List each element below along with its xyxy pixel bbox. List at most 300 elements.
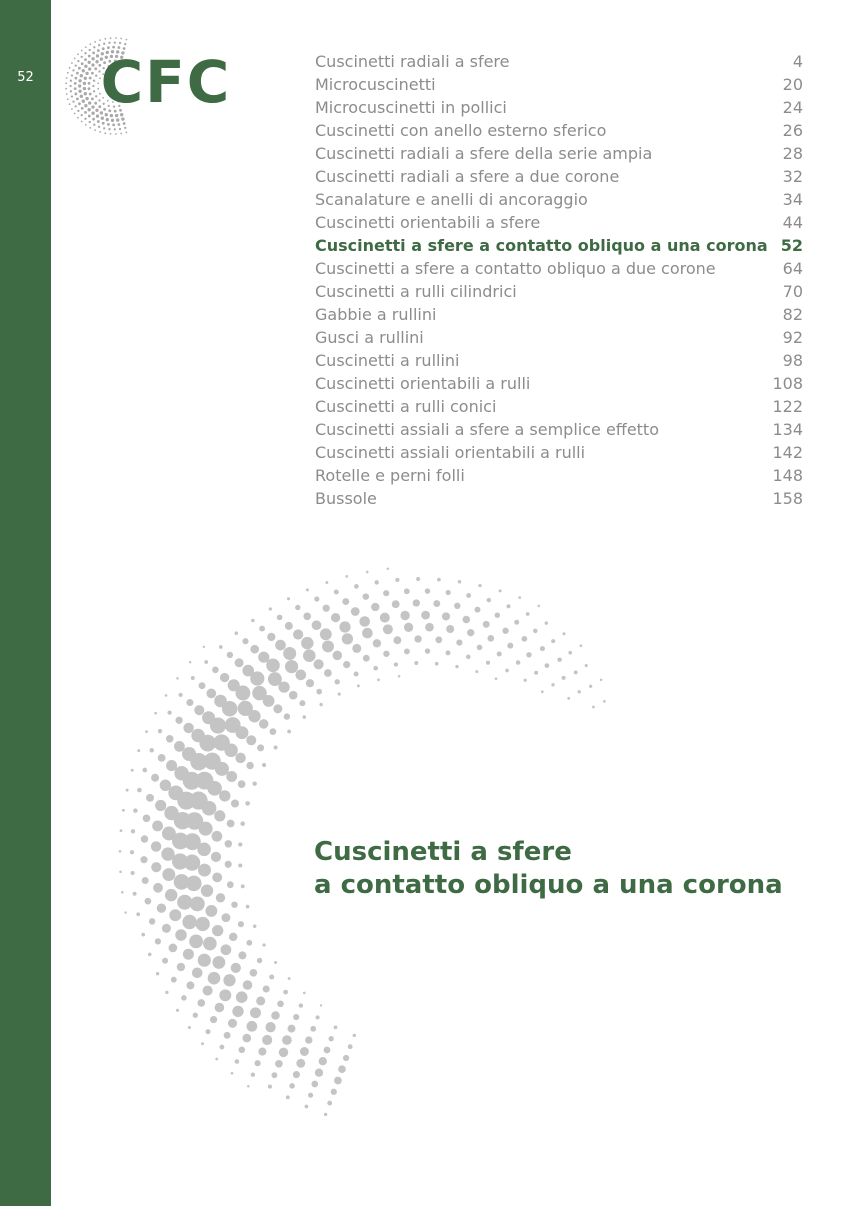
toc-title: Cuscinetti a rulli cilindrici: [315, 282, 517, 301]
decor-dot: [228, 679, 240, 691]
toc-title: Microcuscinetti in pollici: [315, 98, 507, 117]
decor-dot: [242, 665, 254, 677]
decor-dot: [269, 974, 274, 979]
decor-dot: [174, 874, 190, 890]
toc-title: Cuscinetti a rulli conici: [315, 397, 497, 416]
decor-dot: [231, 901, 237, 907]
decor-dot: [274, 961, 277, 964]
decor-dot: [192, 968, 203, 979]
decor-dot: [325, 581, 328, 584]
decor-dot: [197, 999, 205, 1007]
decor-dot: [228, 1019, 237, 1028]
decor-dot: [287, 597, 290, 600]
decor-dot: [343, 661, 350, 668]
decor-dot: [119, 870, 122, 873]
decor-dot: [167, 710, 171, 714]
decor-dot: [158, 729, 162, 733]
decor-dot: [220, 673, 229, 682]
decor-dot: [162, 827, 176, 841]
decor-dot: [212, 872, 222, 882]
decor-dot: [299, 1003, 303, 1007]
decor-dot: [245, 801, 250, 806]
decor-dot: [188, 1026, 191, 1029]
decor-dot: [168, 785, 183, 800]
decor-dot: [343, 1055, 349, 1061]
decor-dot: [169, 909, 181, 921]
decor-dot: [393, 636, 401, 644]
decor-dot: [271, 1011, 280, 1020]
decor-dot: [193, 1013, 198, 1018]
decor-dot: [198, 864, 211, 877]
decor-dot: [475, 670, 478, 673]
decor-dot: [205, 905, 217, 917]
toc-page-number: 26: [782, 121, 803, 140]
decor-dot: [174, 741, 185, 752]
decor-dot: [314, 596, 319, 601]
decor-dot: [227, 652, 233, 658]
toc-title: Scanalature e anelli di ancoraggio: [315, 190, 588, 209]
decor-dot: [130, 850, 134, 854]
decor-dot: [196, 917, 210, 931]
decor-dot: [514, 620, 519, 625]
decor-dot: [141, 835, 148, 842]
decor-dot: [354, 584, 359, 589]
decor-dot: [275, 640, 286, 651]
decor-dot: [478, 584, 481, 587]
toc-title: Bussole: [315, 489, 377, 508]
decor-dot: [235, 1059, 240, 1064]
decor-dot: [201, 884, 213, 896]
decor-dot: [502, 628, 508, 634]
decor-dot: [235, 658, 244, 667]
decor-dot: [250, 1007, 261, 1018]
decor-dot: [366, 571, 369, 574]
decor-dot: [567, 697, 570, 700]
decor-dot: [203, 937, 217, 951]
decor-dot: [191, 676, 195, 680]
section-title-line-1: Cuscinetti a sfere: [314, 837, 572, 867]
decor-dot: [589, 685, 592, 688]
decor-dot: [456, 639, 462, 645]
decor-dot: [495, 612, 500, 617]
decor-dot: [153, 883, 163, 893]
decor-dot: [259, 719, 269, 729]
decor-dot: [277, 615, 283, 621]
decor-dot: [383, 590, 389, 596]
decor-dot: [353, 1034, 356, 1037]
decor-dot: [373, 666, 378, 671]
decor-dot: [345, 575, 348, 578]
decor-dot: [455, 665, 458, 668]
decor-dot: [293, 1071, 300, 1078]
decor-dot: [404, 623, 413, 632]
decor-dot: [212, 925, 223, 936]
decor-dot: [446, 650, 451, 655]
decor-dot: [316, 689, 322, 695]
decor-dot: [306, 588, 309, 591]
decor-dot: [145, 730, 148, 733]
decor-dot: [308, 1093, 313, 1098]
decor-dot: [499, 589, 502, 592]
decor-dot: [373, 639, 381, 647]
toc-page-number: 64: [782, 259, 803, 278]
decor-dot: [124, 911, 126, 913]
decor-dot: [160, 780, 171, 791]
decor-dot: [262, 763, 266, 767]
decor-dot: [140, 856, 147, 863]
decor-dot: [312, 620, 322, 630]
decor-dot: [165, 889, 177, 901]
toc-title: Microcuscinetti: [315, 75, 436, 94]
toc-page-number: 82: [782, 305, 803, 324]
decor-dot: [398, 675, 401, 678]
decor-dot: [557, 657, 562, 662]
decor-dot: [238, 951, 246, 959]
decor-dot: [331, 613, 340, 622]
decor-dot: [219, 1045, 224, 1050]
decor-dot: [191, 729, 205, 743]
toc-title: Cuscinetti orientabili a sfere: [315, 213, 541, 232]
decor-dot: [146, 794, 154, 802]
decor-dot: [466, 655, 471, 660]
decor-dot: [259, 626, 265, 632]
decor-dot: [136, 912, 140, 916]
decor-dot: [562, 632, 565, 635]
decor-dot: [327, 1101, 332, 1106]
decor-dot: [210, 1016, 217, 1023]
decor-dot: [329, 1036, 334, 1041]
decor-dot: [295, 605, 300, 610]
decor-dot: [289, 1083, 295, 1089]
decor-dot: [149, 918, 156, 925]
decor-dot: [133, 892, 137, 896]
decor-dot: [257, 958, 262, 963]
decor-dot: [454, 603, 460, 609]
decor-dot: [258, 652, 269, 663]
decor-dot: [306, 679, 314, 687]
decor-dot: [505, 669, 509, 673]
decor-dot: [171, 977, 177, 983]
decor-dot: [270, 728, 277, 735]
decor-dot: [348, 1044, 353, 1049]
decor-dot: [183, 949, 194, 960]
decor-dot: [155, 938, 161, 944]
decor-dot: [352, 644, 361, 653]
decor-dot: [475, 607, 481, 613]
decor-dot: [246, 940, 252, 946]
decor-dot: [477, 645, 483, 651]
decor-dot: [268, 672, 282, 686]
decor-dot: [189, 935, 203, 949]
decor-dot: [235, 753, 245, 763]
decor-dot: [592, 706, 595, 709]
decor-dot: [363, 593, 370, 600]
decor-dot: [231, 963, 241, 973]
decor-dot: [177, 963, 185, 971]
decor-dot: [458, 580, 462, 584]
decor-dot: [585, 664, 588, 667]
toc-title: Gabbie a rullini: [315, 305, 437, 324]
decor-dot: [538, 605, 541, 608]
decor-dot: [151, 841, 161, 851]
decor-dot: [435, 636, 442, 643]
decor-dot: [235, 631, 239, 635]
decor-dot: [247, 1021, 258, 1032]
decor-dot: [303, 649, 316, 662]
decor-dot: [162, 868, 175, 881]
decor-dot: [137, 788, 142, 793]
decor-dot: [300, 1047, 309, 1056]
decor-dot: [267, 633, 275, 641]
decor-dot: [315, 1069, 323, 1077]
decor-dot: [238, 863, 242, 867]
decor-dot: [319, 703, 322, 706]
toc-page-number: 70: [782, 282, 803, 301]
decor-dot: [314, 659, 324, 669]
decor-dot: [203, 986, 213, 996]
toc-page-number: 134: [772, 420, 803, 439]
decor-dot: [295, 670, 306, 681]
decor-dot: [274, 746, 278, 750]
decor-dot: [286, 1095, 290, 1099]
decor-dot: [215, 1058, 218, 1061]
decor-dot: [215, 1003, 225, 1013]
decor-dot: [224, 1032, 231, 1039]
decor-dot: [288, 977, 291, 980]
decor-dot: [338, 693, 341, 696]
decor-dot: [223, 974, 235, 986]
decor-dot: [156, 972, 159, 975]
decor-dot: [208, 972, 221, 985]
decor-dot: [201, 1042, 204, 1045]
toc-title: Cuscinetti orientabili a rulli: [315, 374, 531, 393]
decor-dot: [574, 670, 578, 674]
decor-dot: [404, 648, 410, 654]
decor-dot: [483, 621, 490, 628]
decor-dot: [142, 768, 147, 773]
decor-dot: [497, 651, 502, 656]
decor-dot: [238, 921, 244, 927]
decor-dot: [495, 677, 498, 680]
decor-dot: [414, 635, 421, 642]
decor-dot: [324, 669, 332, 677]
decor-dot: [305, 1036, 312, 1043]
decor-dot: [425, 623, 434, 632]
decor-dot: [387, 568, 390, 571]
decor-dot: [227, 881, 234, 888]
decor-dot: [541, 690, 544, 693]
decor-dot: [414, 661, 418, 665]
decor-dot: [282, 1035, 292, 1045]
decor-dot: [152, 820, 163, 831]
decor-dot: [522, 636, 528, 642]
toc-page-number: 122: [772, 397, 803, 416]
decor-dot: [179, 693, 183, 697]
decor-dot: [149, 748, 154, 753]
decor-dot: [157, 903, 166, 912]
decor-dot: [334, 1077, 342, 1085]
decor-dot: [247, 1085, 250, 1088]
decor-dot: [166, 760, 177, 771]
decor-dot: [283, 990, 288, 995]
toc-page-number: 20: [782, 75, 803, 94]
decor-dot: [206, 689, 216, 699]
decor-dot: [251, 1073, 255, 1077]
decor-dot: [435, 662, 439, 666]
decor-dot: [363, 655, 370, 662]
decor-dot: [164, 806, 178, 820]
decor-dot: [289, 691, 298, 700]
decor-dot: [126, 789, 129, 792]
decor-dot: [254, 1060, 260, 1066]
decor-dot: [121, 891, 124, 894]
decor-dot: [322, 640, 334, 652]
decor-dot: [221, 944, 232, 955]
decor-dot: [526, 612, 530, 616]
decor-dot: [333, 651, 343, 661]
decor-dot: [232, 1006, 243, 1017]
decor-dot: [534, 671, 538, 675]
decor-dot: [161, 847, 174, 860]
decor-dot: [252, 686, 267, 701]
decor-dot: [151, 862, 161, 872]
decor-dot: [416, 577, 420, 581]
decor-dot: [158, 754, 166, 762]
decor-dot: [227, 820, 235, 828]
decor-dot: [176, 1009, 179, 1012]
decor-dot: [212, 956, 225, 969]
decor-dot: [351, 607, 360, 616]
decor-dot: [211, 852, 221, 862]
decor-dot: [198, 954, 211, 967]
decor-dot: [133, 808, 138, 813]
decor-dot: [238, 701, 253, 716]
toc-title: Gusci a rullini: [315, 328, 424, 347]
toc-page-number: 4: [792, 52, 803, 71]
decor-dot: [221, 913, 230, 922]
decor-dot: [303, 992, 306, 995]
decor-dot: [246, 735, 256, 745]
decor-dot: [551, 683, 554, 686]
decor-dot: [446, 590, 451, 595]
decor-dot: [225, 861, 232, 868]
decor-dot: [284, 713, 290, 719]
toc-page-number: 148: [772, 466, 803, 485]
decor-dot: [293, 1014, 299, 1020]
decor-dot: [214, 810, 225, 821]
decor-dot: [437, 578, 441, 582]
decor-dot: [545, 663, 550, 668]
decor-dot: [242, 638, 248, 644]
decor-dot: [580, 644, 583, 647]
decor-dot: [305, 1105, 309, 1109]
decor-dot: [131, 829, 135, 833]
toc-page-number: 92: [782, 328, 803, 347]
decor-dot: [577, 690, 580, 693]
decor-dot: [243, 980, 253, 990]
decor-dot: [120, 829, 123, 832]
decor-dot: [323, 605, 330, 612]
decor-dot: [131, 871, 135, 875]
section-title: [314, 836, 783, 902]
decor-dot: [545, 621, 548, 624]
decor-dot: [122, 809, 125, 812]
decor-dot: [212, 667, 219, 674]
decor-dot: [324, 1113, 327, 1116]
toc-title: Cuscinetti radiali a sfere della serie ampia: [315, 144, 653, 163]
decor-dot: [246, 762, 253, 769]
toc-title: Cuscinetti a rullini: [315, 351, 460, 370]
decor-dot: [338, 1065, 346, 1073]
decor-dot: [239, 1047, 246, 1054]
decor-dot: [169, 944, 178, 953]
decor-dot: [240, 821, 245, 826]
decor-dot: [214, 695, 227, 708]
toc-page-number: 52: [780, 236, 803, 255]
toc-page-number: 98: [782, 351, 803, 370]
decor-dot: [145, 898, 152, 905]
decor-dot: [374, 580, 378, 584]
toc-page-number: 24: [782, 98, 803, 117]
decor-dot: [334, 590, 339, 595]
decor-dot: [400, 611, 409, 620]
toc-page-number: 142: [772, 443, 803, 462]
decor-dot: [277, 1000, 284, 1007]
decor-dot: [263, 985, 270, 992]
decor-dot: [354, 671, 359, 676]
decor-dot: [143, 814, 151, 822]
decor-dot: [357, 684, 360, 687]
decor-dot: [487, 635, 494, 642]
decor-dot: [359, 616, 370, 627]
decor-dot: [524, 679, 527, 682]
decor-dot: [205, 1029, 210, 1034]
decor-dot: [600, 678, 603, 681]
decor-dot: [446, 625, 454, 633]
decor-dot: [319, 1057, 327, 1065]
decor-dot: [463, 616, 471, 624]
toc-title: Cuscinetti a sfere a contatto obliquo a due corone: [315, 259, 716, 278]
decor-dot: [251, 619, 254, 622]
decor-dot: [219, 989, 231, 1001]
decor-dot: [394, 662, 398, 666]
decor-dot: [175, 717, 182, 724]
section-title-line-2: a contatto obliquo a una corona: [314, 870, 783, 900]
decor-dot: [165, 694, 168, 697]
decor-dot: [334, 1026, 338, 1030]
decor-dot: [271, 1072, 277, 1078]
decor-dot: [425, 648, 430, 653]
decor-dot: [377, 679, 380, 682]
decor-dot: [262, 943, 265, 946]
decor-dot: [182, 915, 196, 929]
decor-dot: [279, 1048, 289, 1058]
decor-dot: [212, 831, 223, 842]
decor-dot: [413, 599, 420, 606]
decor-dot: [380, 613, 390, 623]
decor-dot: [175, 929, 187, 941]
decor-dot: [225, 717, 241, 733]
decor-dot: [155, 800, 166, 811]
decor-dot: [194, 705, 204, 715]
decor-dot: [506, 604, 510, 608]
decor-dot: [486, 661, 490, 665]
decor-dot: [148, 953, 152, 957]
decor-dot: [256, 996, 265, 1005]
decor-dot: [203, 646, 205, 648]
decor-dot: [258, 1048, 266, 1056]
decor-dot: [283, 647, 296, 660]
